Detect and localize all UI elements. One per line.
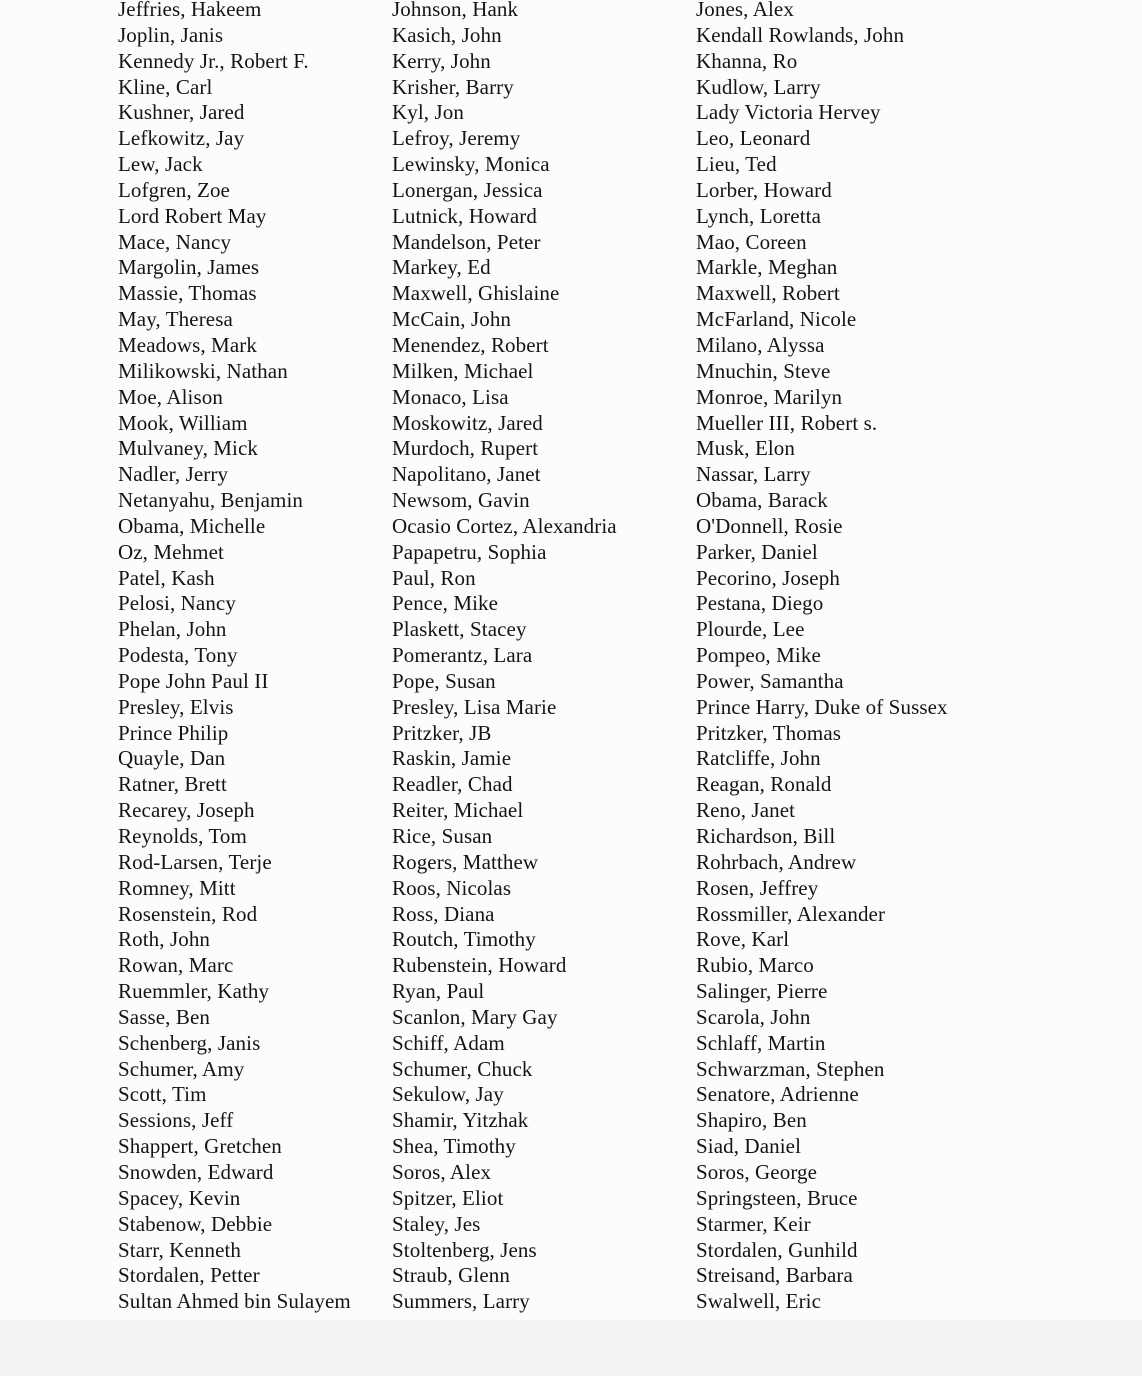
name-entry: Jeffries, Hakeem [118, 0, 262, 21]
name-entry: Pelosi, Nancy [118, 591, 236, 616]
name-entry: Pence, Mike [392, 591, 499, 616]
name-entry: Milken, Michael [392, 358, 534, 383]
name-entry: Mandelson, Peter [392, 229, 541, 254]
name-column-3 [696, 0, 948, 1315]
name-entry: Reiter, Michael [392, 798, 524, 823]
name-entry: Lord Robert May [118, 203, 267, 228]
name-entry: Prince Harry, Duke of Sussex [696, 694, 948, 719]
name-entry: Pope, Susan [392, 668, 496, 693]
name-entry: Schwarzman, Stephen [696, 1056, 885, 1081]
name-entry: Schenberg, Janis [118, 1030, 261, 1055]
name-entry: Lefroy, Jeremy [392, 126, 521, 151]
name-entry: Leo, Leonard [696, 126, 811, 151]
name-entry: Rice, Susan [392, 824, 493, 848]
name-entry: Routch, Timothy [392, 927, 536, 952]
name-entry: Maxwell, Ghislaine [392, 281, 560, 306]
name-entry: Massie, Thomas [118, 281, 257, 306]
name-entry: Reagan, Ronald [696, 772, 832, 797]
name-entry: Spacey, Kevin [118, 1185, 241, 1210]
name-entry: Mnuchin, Steve [696, 358, 831, 383]
name-entry: Lorber, Howard [696, 177, 832, 202]
name-entry: Shapiro, Ben [696, 1108, 807, 1133]
name-entry: Pecorino, Joseph [696, 565, 840, 590]
page-bottom-margin [0, 1320, 1142, 1376]
name-entry: Ryan, Paul [392, 979, 485, 1004]
name-entry: Stordalen, Gunhild [696, 1237, 858, 1262]
name-entry: Lewinsky, Monica [392, 152, 550, 177]
name-entry: Obama, Barack [696, 488, 828, 513]
name-entry: Readler, Chad [392, 772, 513, 797]
name-entry: Rove, Karl [696, 927, 790, 952]
name-entry: Sasse, Ben [118, 1004, 210, 1029]
name-entry: O'Donnell, Rosie [696, 513, 843, 538]
name-column-2 [392, 0, 617, 1315]
name-entry: Scanlon, Mary Gay [392, 1004, 558, 1029]
name-entry: Soros, George [696, 1159, 818, 1184]
name-entry: Staley, Jes [392, 1211, 481, 1236]
name-entry: Mace, Nancy [118, 229, 232, 254]
name-entry: Mook, William [118, 410, 248, 435]
name-entry: Rod-Larsen, Terje [118, 849, 272, 874]
name-entry: Shappert, Gretchen [118, 1134, 282, 1159]
name-entry: Milikowski, Nathan [118, 358, 288, 383]
name-entry: Paul, Ron [392, 565, 476, 590]
name-entry: Presley, Lisa Marie [392, 694, 557, 719]
name-entry: Pritzker, JB [392, 720, 492, 745]
name-entry: Podesta, Tony [118, 643, 238, 668]
name-entry: Lefkowitz, Jay [118, 126, 245, 151]
name-entry: Monroe, Marilyn [696, 384, 843, 409]
name-entry: Soros, Alex [392, 1159, 492, 1184]
name-entry: McCain, John [392, 307, 512, 332]
name-entry: Pope John Paul II [118, 668, 269, 693]
name-entry: Shea, Timothy [392, 1134, 516, 1159]
name-entry: Patel, Kash [118, 565, 215, 590]
name-entry: Spitzer, Eliot [392, 1185, 504, 1210]
name-entry: Schiff, Adam [392, 1030, 505, 1055]
name-entry: Summers, Larry [392, 1289, 530, 1314]
name-entry: Pomerantz, Lara [392, 643, 533, 668]
name-entry: Lonergan, Jessica [392, 177, 543, 202]
name-entry: Sekulow, Jay [392, 1082, 504, 1107]
name-entry: Swalwell, Eric [696, 1289, 822, 1314]
name-entry: Lutnick, Howard [392, 203, 537, 228]
name-entry: Moe, Alison [118, 384, 223, 409]
name-entry: Markle, Meghan [696, 255, 838, 280]
name-entry: Rowan, Marc [118, 953, 234, 978]
name-entry: Moskowitz, Jared [392, 410, 543, 435]
name-entry: Meadows, Mark [118, 332, 257, 357]
name-entry: Ratcliffe, John [696, 746, 821, 771]
name-entry: Schlaff, Martin [696, 1030, 826, 1055]
name-entry: Romney, Mitt [118, 875, 236, 900]
name-entry: Ross, Diana [392, 901, 495, 926]
name-entry: Milano, Alyssa [696, 332, 825, 357]
name-entry: Scott, Tim [118, 1082, 207, 1107]
name-entry: Mao, Coreen [696, 229, 807, 254]
name-entry: Khanna, Ro [696, 48, 798, 73]
name-column-1 [118, 0, 351, 1315]
name-entry: Stordalen, Petter [118, 1263, 260, 1288]
name-entry: Sessions, Jeff [118, 1108, 234, 1133]
name-entry: Reno, Janet [696, 798, 796, 823]
name-entry: Quayle, Dan [118, 746, 226, 771]
name-entry: Nassar, Larry [696, 462, 811, 487]
name-entry: Margolin, James [118, 255, 260, 280]
name-entry: Stoltenberg, Jens [392, 1237, 537, 1262]
name-entry: Roth, John [118, 927, 211, 952]
name-entry: Straub, Glenn [392, 1263, 510, 1288]
name-entry: Reynolds, Tom [118, 824, 247, 848]
name-entry: Papapetru, Sophia [392, 539, 547, 564]
name-entry: Senatore, Adrienne [696, 1082, 859, 1107]
name-entry: Recarey, Joseph [118, 798, 255, 823]
name-entry: Pritzker, Thomas [696, 720, 842, 745]
name-entry: Rosenstein, Rod [118, 901, 258, 926]
name-entry: Kasich, John [392, 22, 502, 47]
name-entry: Kudlow, Larry [696, 74, 821, 99]
name-entry: Shamir, Yitzhak [392, 1108, 529, 1133]
name-entry: Kline, Carl [118, 74, 213, 99]
name-entry: Sultan Ahmed bin Sulayem [118, 1289, 351, 1314]
name-entry: Joplin, Janis [118, 22, 224, 47]
name-entry: Schumer, Chuck [392, 1056, 533, 1081]
name-entry: Power, Samantha [696, 668, 844, 693]
name-entry: Napolitano, Janet [392, 462, 541, 487]
name-entry: Mulvaney, Mick [118, 436, 259, 461]
name-entry: Jones, Alex [696, 0, 794, 21]
name-entry: Parker, Daniel [696, 539, 818, 564]
name-entry: Lynch, Loretta [696, 203, 822, 228]
name-entry: Ruemmler, Kathy [118, 979, 270, 1004]
name-entry: Lady Victoria Hervey [696, 100, 881, 125]
name-entry: Kendall Rowlands, John [696, 22, 905, 47]
name-entry: Plourde, Lee [696, 617, 805, 642]
name-entry: Lieu, Ted [696, 152, 777, 177]
name-entry: Netanyahu, Benjamin [118, 488, 304, 513]
name-entry: Nadler, Jerry [118, 462, 229, 487]
name-entry: Lofgren, Zoe [118, 177, 230, 202]
name-entry: Rohrbach, Andrew [696, 849, 857, 874]
name-entry: Johnson, Hank [392, 0, 519, 21]
name-entry: Rossmiller, Alexander [696, 901, 886, 926]
name-entry: Krisher, Barry [392, 74, 514, 99]
name-entry: Kennedy Jr., Robert F. [118, 48, 309, 73]
name-entry: Schumer, Amy [118, 1056, 245, 1081]
name-entry: Phelan, John [118, 617, 227, 642]
name-entry: Richardson, Bill [696, 824, 836, 848]
name-entry: McFarland, Nicole [696, 307, 857, 332]
name-entry: Siad, Daniel [696, 1134, 802, 1159]
name-entry: Stabenow, Debbie [118, 1211, 273, 1236]
name-entry: Monaco, Lisa [392, 384, 509, 409]
name-entry: Starr, Kenneth [118, 1237, 242, 1262]
name-entry: May, Theresa [118, 307, 233, 332]
name-entry: Murdoch, Rupert [392, 436, 539, 461]
name-entry: Pestana, Diego [696, 591, 824, 616]
name-entry: Snowden, Edward [118, 1159, 274, 1184]
name-entry: Salinger, Pierre [696, 979, 828, 1004]
name-entry: Plaskett, Stacey [392, 617, 527, 642]
name-entry: Obama, Michelle [118, 513, 266, 538]
name-entry: Kerry, John [392, 48, 491, 73]
name-entry: Maxwell, Robert [696, 281, 840, 306]
name-entry: Streisand, Barbara [696, 1263, 853, 1288]
name-entry: Rogers, Matthew [392, 849, 539, 874]
name-entry: Ratner, Brett [118, 772, 227, 797]
name-entry: Musk, Elon [696, 436, 796, 461]
name-entry: Markey, Ed [392, 255, 491, 280]
name-entry: Rubio, Marco [696, 953, 814, 978]
name-entry: Menendez, Robert [392, 332, 549, 357]
name-entry: Roos, Nicolas [392, 875, 512, 900]
name-entry: Prince Philip [118, 720, 229, 745]
name-entry: Kushner, Jared [118, 100, 245, 125]
name-entry: Lew, Jack [118, 152, 203, 177]
name-entry: Pompeo, Mike [696, 643, 821, 668]
name-entry: Kyl, Jon [392, 100, 464, 125]
name-entry: Oz, Mehmet [118, 539, 224, 564]
name-entry: Mueller III, Robert s. [696, 410, 878, 435]
name-entry: Raskin, Jamie [392, 746, 512, 771]
name-entry: Rosen, Jeffrey [696, 875, 819, 900]
name-entry: Ocasio Cortez, Alexandria [392, 513, 617, 538]
name-entry: Scarola, John [696, 1004, 811, 1029]
name-entry: Starmer, Keir [696, 1211, 811, 1236]
name-entry: Springsteen, Bruce [696, 1185, 858, 1210]
name-entry: Newsom, Gavin [392, 488, 530, 513]
name-entry: Rubenstein, Howard [392, 953, 567, 978]
name-entry: Presley, Elvis [118, 694, 234, 719]
